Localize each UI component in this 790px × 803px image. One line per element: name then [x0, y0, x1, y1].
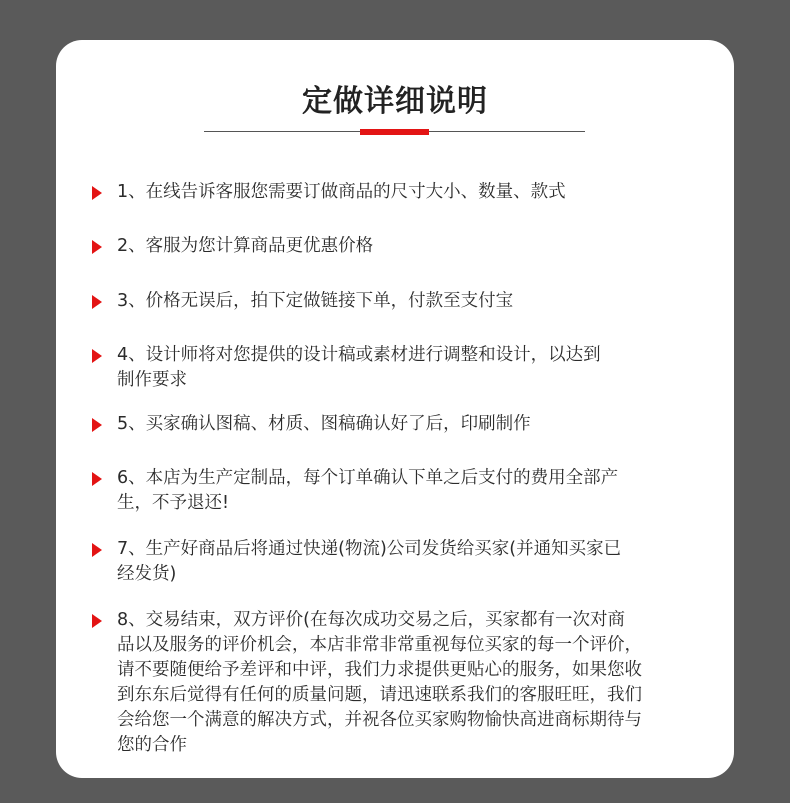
- triangle-bullet-icon: [92, 295, 102, 309]
- triangle-bullet-icon: [92, 418, 102, 432]
- triangle-bullet-icon: [92, 186, 102, 200]
- triangle-bullet-icon: [92, 240, 102, 254]
- list-item-text: 4、设计师将对您提供的设计稿或素材进行调整和设计，以达到 制作要求: [117, 345, 601, 390]
- list-item-text: 2、客服为您计算商品更优惠价格: [117, 236, 374, 256]
- list-item-text: 1、在线告诉客服您需要订做商品的尺寸大小、数量、款式: [117, 182, 566, 202]
- triangle-bullet-icon: [92, 472, 102, 486]
- triangle-bullet-icon: [92, 349, 102, 363]
- list-item-text: 7、生产好商品后将通过快递(物流)公司发货给买家(并通知买家已 经发货): [117, 539, 622, 584]
- list-item-text: 5、买家确认图稿、材质、图稿确认好了后，印刷制作: [117, 414, 531, 434]
- triangle-bullet-icon: [92, 543, 102, 557]
- list-item-text: 8、交易结束，双方评价(在每次成功交易之后，买家都有一次对商 品以及服务的评价机会，本店非常非常重视每位买家的每一个评价， 请不要随便给予差评和中评，我们力求提供更贴心的服务，如果您收 到东东后觉得有任何的质量问题，请迅速联系我们的客服旺旺，我们 会给您一个满意的解决方式，并祝各位买家购物愉快高进商标期待与 您的合作: [117, 610, 642, 755]
- list-item-text: 3、价格无误后，拍下定做链接下单，付款至支付宝: [117, 291, 514, 311]
- triangle-bullet-icon: [92, 614, 102, 628]
- page-title: 定做详细说明: [302, 84, 488, 119]
- title-divider-accent: [360, 129, 429, 135]
- list-item-text: 6、本店为生产定制品，每个订单确认下单之后支付的费用全部产 生，不予退还!: [117, 468, 619, 513]
